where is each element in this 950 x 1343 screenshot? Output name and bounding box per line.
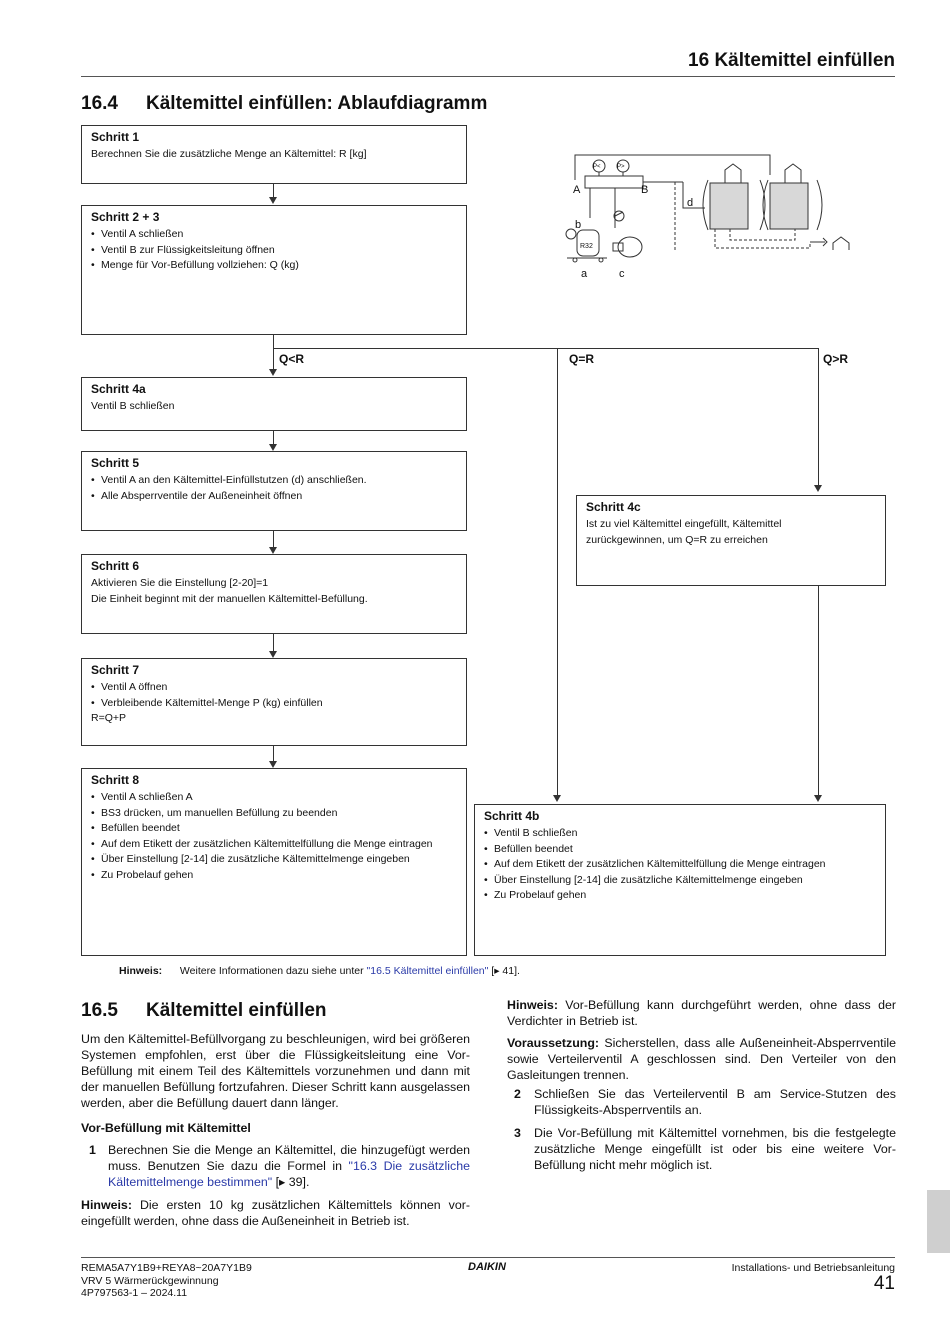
footer-doc-id: 4P797563-1 – 2024.11 bbox=[81, 1287, 188, 1299]
step-bullet: • Menge für Vor-Befüllung vollziehen: Q (kg) bbox=[91, 258, 457, 274]
step-title: Schritt 4c bbox=[586, 500, 641, 514]
item-link[interactable]: "16.3 Die zusätzliche Kältemittelmenge bestimmen" bbox=[108, 1158, 470, 1189]
step-title: Schritt 5 bbox=[91, 456, 140, 470]
item-number: 1 bbox=[89, 1143, 96, 1157]
arrow-down bbox=[269, 444, 277, 451]
step-bullet: • Alle Absperrventile der Außeneinheit öffnen bbox=[91, 489, 457, 505]
diagram-label-B: B bbox=[641, 184, 649, 196]
branch-label-equal: Q=R bbox=[569, 352, 595, 366]
instruction-item-1 bbox=[89, 1143, 470, 1191]
step-title: Schritt 2 + 3 bbox=[91, 210, 160, 224]
connector-equal bbox=[557, 348, 558, 796]
step-bullet: • Ventil A öffnen bbox=[91, 680, 457, 696]
page-number: 41 bbox=[873, 1273, 895, 1294]
branch-label-less: Q<R bbox=[279, 352, 305, 366]
charging-diagram bbox=[555, 150, 855, 280]
arrow-down bbox=[269, 197, 277, 204]
arrow-down bbox=[269, 651, 277, 658]
step-bullet: • Zu Probelauf gehen bbox=[484, 888, 876, 904]
item-ref: [▸ 39]. bbox=[272, 1174, 310, 1189]
connector bbox=[273, 334, 274, 370]
step-title: Schritt 4b bbox=[484, 809, 540, 823]
step-bullet: • Über Einstellung [2-14] die zusätzliche Kältemittelmenge eingeben bbox=[484, 873, 876, 889]
branch-label-greater: Q>R bbox=[823, 352, 849, 366]
connector bbox=[273, 530, 274, 547]
step-bullet: • Befüllen beendet bbox=[91, 821, 457, 837]
step-text: Die Einheit beginnt mit der manuellen Kältemittel-Befüllung. bbox=[91, 592, 368, 605]
section-title: Kältemittel einfüllen bbox=[146, 1000, 327, 1021]
arrow-down bbox=[269, 761, 277, 768]
note-label: Hinweis: bbox=[81, 1198, 132, 1212]
arrow-down bbox=[269, 547, 277, 554]
item-number: 3 bbox=[514, 1126, 521, 1140]
note-text: Die ersten 10 kg zusätzlichen Kältemittels können vor-eingefüllt werden, ohne dass die Außeneinheit in Betrieb ist. bbox=[81, 1198, 470, 1228]
connector bbox=[273, 746, 274, 761]
section-number: 16.5 bbox=[81, 1000, 118, 1021]
daikin-logo bbox=[452, 1260, 522, 1272]
step-title: Schritt 1 bbox=[91, 130, 140, 144]
step-bullet: • Befüllen beendet bbox=[484, 842, 876, 858]
step-formula: R=Q+P bbox=[91, 712, 127, 725]
diagram-label-r32: R32 bbox=[580, 243, 593, 250]
note-compressor bbox=[507, 998, 896, 1030]
subheading-prefill: Vor-Befüllung mit Kältemittel bbox=[81, 1121, 251, 1135]
chapter-title: 16 Kältemittel einfüllen bbox=[688, 50, 895, 71]
step-text: Ventil B schließen bbox=[91, 400, 175, 412]
logo-text: DAIKIN bbox=[468, 1261, 506, 1272]
chapter-tab-marker bbox=[927, 1190, 950, 1253]
step-bullet: • Ventil A schließen bbox=[91, 227, 457, 243]
item-number: 2 bbox=[514, 1087, 521, 1101]
connector-4c bbox=[818, 585, 819, 796]
arrow-down bbox=[814, 485, 822, 492]
gauge-low-label: P< bbox=[593, 164, 601, 170]
section-number: 16.4 bbox=[81, 93, 118, 114]
connector bbox=[273, 633, 274, 651]
step-bullet: • Verbleibende Kältemittel-Menge P (kg) einfüllen bbox=[91, 696, 457, 712]
step-1-box bbox=[81, 125, 467, 184]
header-rule bbox=[81, 76, 895, 77]
diagram-label-A: A bbox=[573, 184, 581, 196]
footer-manual: Installations- und Betriebsanleitung bbox=[731, 1262, 895, 1274]
item-text: Berechnen Sie die Menge an Kältemittel, die hinzugefügt werden muss. Benutzen Sie dazu die Formel in bbox=[108, 1143, 470, 1173]
instruction-item-3 bbox=[514, 1126, 896, 1174]
section-heading-16-4 bbox=[81, 93, 487, 115]
gauge-high-label: P> bbox=[617, 164, 625, 170]
note-link[interactable]: "16.5 Kältemittel einfüllen" bbox=[366, 965, 489, 977]
diagram-label-a: a bbox=[581, 268, 588, 280]
footer-left bbox=[81, 1262, 252, 1300]
footer-model: REMA5A7Y1B9+REYA8~20A7Y1B9 bbox=[81, 1262, 252, 1274]
connector bbox=[273, 430, 274, 444]
connector-greater bbox=[818, 348, 819, 485]
step-title: Schritt 8 bbox=[91, 773, 140, 787]
step-4c-box bbox=[576, 495, 886, 586]
step-bullet: • Ventil B schließen bbox=[484, 826, 876, 842]
arrow-down bbox=[814, 795, 822, 802]
branch-line bbox=[273, 348, 819, 349]
step-title: Schritt 4a bbox=[91, 382, 146, 396]
step-bullet: • Ventil A an den Kältemittel-Einfüllstutzen (d) anschließen. bbox=[91, 473, 457, 489]
step-bullet: • Zu Probelauf gehen bbox=[91, 868, 457, 884]
step-2-3-box bbox=[81, 205, 467, 335]
instruction-item-2 bbox=[514, 1087, 896, 1119]
arrow-down bbox=[553, 795, 561, 802]
step-title: Schritt 7 bbox=[91, 663, 140, 677]
note-label: Hinweis: bbox=[507, 998, 558, 1012]
flow-note bbox=[119, 965, 520, 977]
note-prefill bbox=[81, 1198, 470, 1230]
step-bullet: • Über Einstellung [2-14] die zusätzliche Kältemittelmenge eingeben bbox=[91, 852, 457, 868]
diagram-label-d: d bbox=[687, 197, 694, 209]
step-text: Berechnen Sie die zusätzliche Menge an Kältemittel: R [kg] bbox=[91, 148, 367, 160]
arrow-down bbox=[269, 369, 277, 376]
step-text: Aktivieren Sie die Einstellung [2-20]=1 bbox=[91, 577, 269, 589]
step-6-box bbox=[81, 554, 467, 634]
intro-paragraph: Um den Kältemittel-Befüllvorgang zu beschleunigen, wird bei größeren Systemen empfohlen, erst über die Flüssigkeitsleitung eine Vor-Befüllung mit einem Teil des Kältemittels vorzunehmen und dann mit der manuellen Befüllung fortzufahren. Dieser Schritt kann ausgelassen werden, aber die Befüllung dauert dann länger. bbox=[81, 1032, 470, 1110]
step-bullet: • Ventil B zur Flüssigkeitsleitung öffnen bbox=[91, 243, 457, 259]
item-text: Die Vor-Befüllung mit Kältemittel vornehmen, bis die festgelegte zusätzliche Menge eingefüllt ist oder bis eine weitere Vor-Befüllung nicht mehr möglich ist. bbox=[534, 1126, 896, 1172]
item-text: Schließen Sie das Verteilerventil B am Service-Stutzen des Flüssigkeits-Absperrventils an. bbox=[534, 1087, 896, 1117]
step-text: Ist zu viel Kältemittel eingefüllt, Kältemittel bbox=[586, 518, 782, 530]
note-text: Vor-Befüllung kann durchgeführt werden, ohne dass der Verdichter in Betrieb ist. bbox=[507, 998, 896, 1028]
step-4a-box bbox=[81, 377, 467, 431]
footer-rule bbox=[81, 1257, 895, 1258]
step-4b-box bbox=[474, 804, 886, 956]
step-bullet: • Ventil A schließen A bbox=[91, 790, 457, 806]
step-bullet: • Auf dem Etikett der zusätzlichen Kältemittelfüllung die Menge eintragen bbox=[484, 857, 876, 873]
step-7-box bbox=[81, 658, 467, 746]
step-5-box bbox=[81, 451, 467, 531]
step-title: Schritt 6 bbox=[91, 559, 140, 573]
diagram-label-c: c bbox=[619, 268, 625, 280]
note-label: Hinweis: bbox=[119, 965, 163, 977]
prerequisite bbox=[507, 1036, 896, 1084]
footer-product: VRV 5 Wärmerückgewinnung bbox=[81, 1274, 219, 1287]
step-bullet: • Auf dem Etikett der zusätzlichen Kältemittelfüllung die Menge eintragen bbox=[91, 837, 457, 853]
step-text: zurückgewinnen, um Q=R zu erreichen bbox=[586, 533, 768, 546]
diagram-label-b: b bbox=[575, 219, 582, 231]
note-ref: [▸ 41]. bbox=[488, 965, 520, 977]
prerequisite-label: Voraussetzung: bbox=[507, 1036, 600, 1050]
section-heading-16-5 bbox=[81, 1000, 327, 1022]
step-bullet: • BS3 drücken, um manuellen Befüllung zu beenden bbox=[91, 806, 457, 822]
prerequisite-text: Sicherstellen, dass alle Außeneinheit-Absperrventile sowie Verteilerventil A geschlossen sind. Den Verteiler von den Gasleitungen trennen. bbox=[507, 1036, 896, 1082]
step-8-box bbox=[81, 768, 467, 956]
section-title: Kältemittel einfüllen: Ablaufdiagramm bbox=[146, 93, 488, 114]
note-text: Weitere Informationen dazu siehe unter bbox=[179, 965, 367, 977]
